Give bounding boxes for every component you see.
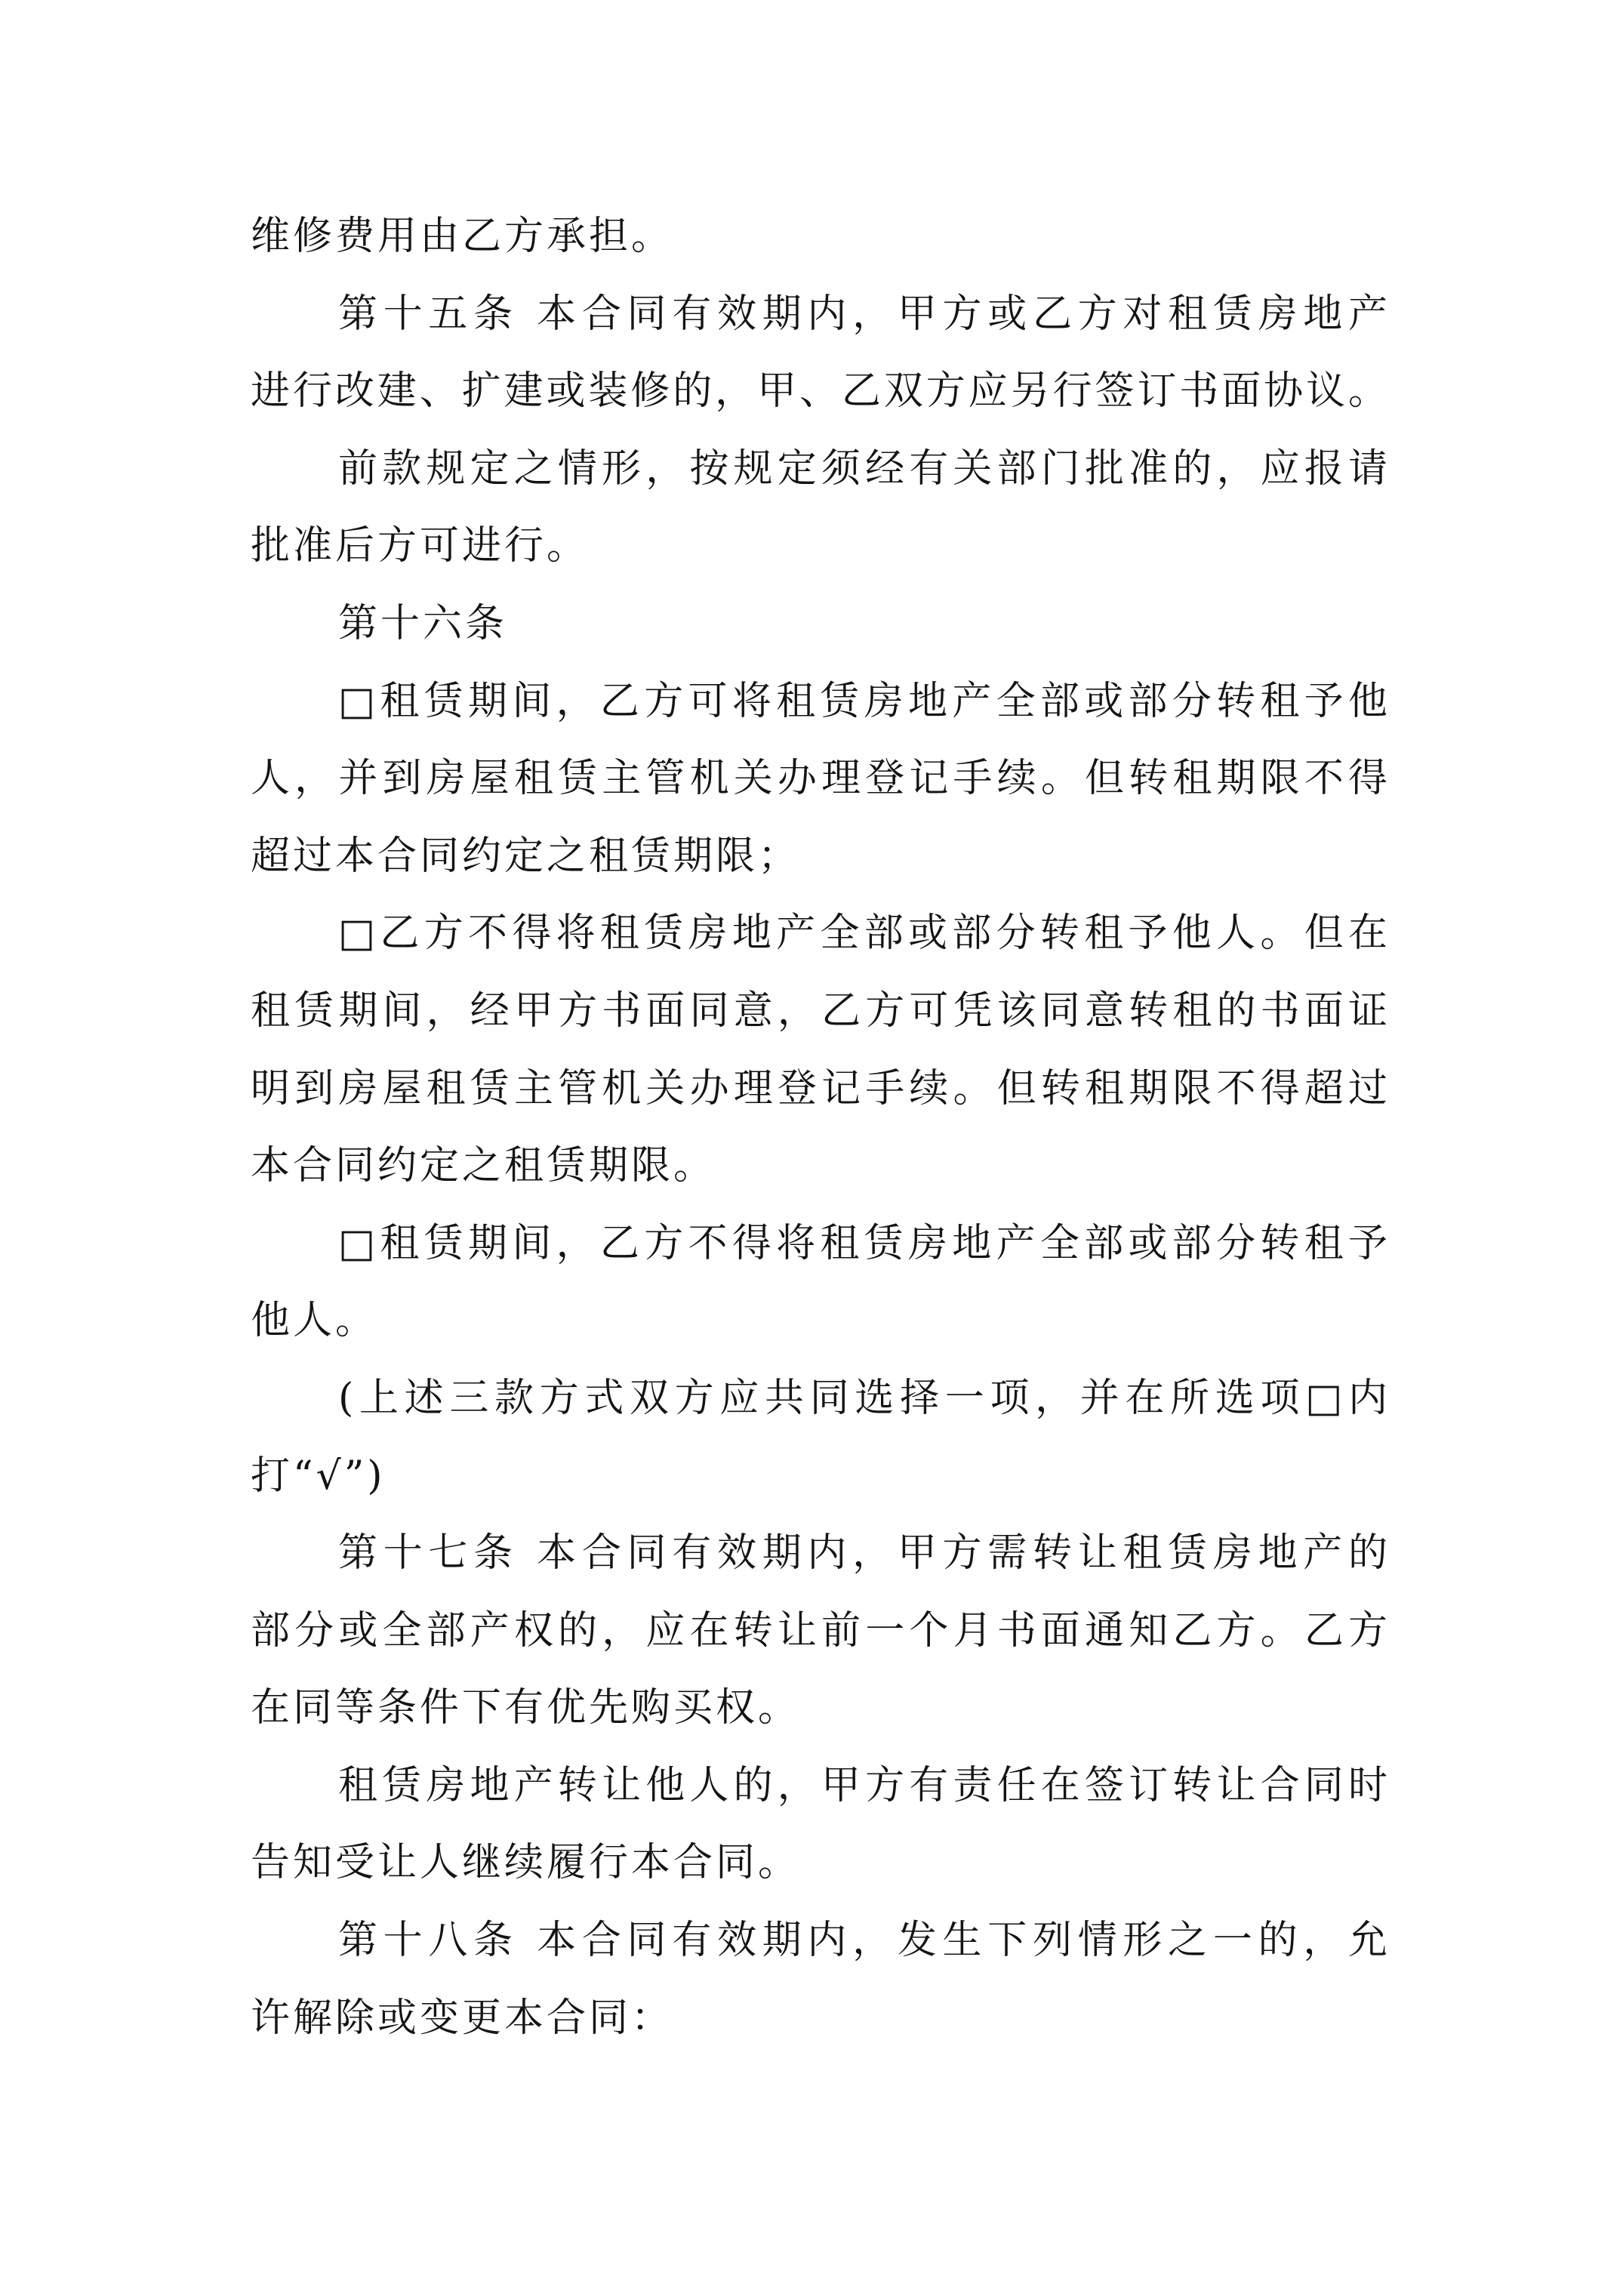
text-line: 人，并到房屋租赁主管机关办理登记手续。但转租期限不得 — [251, 756, 1387, 802]
text-line: 他人。 — [251, 1298, 378, 1344]
text-line: 前款规定之情形，按规定须经有关部门批准的，应报请 — [338, 445, 1387, 492]
paragraph-selection-note — [251, 1360, 1387, 1515]
paragraph — [251, 1747, 1387, 1902]
paragraph-article-16-heading — [251, 585, 1387, 663]
paragraph-option-1 — [251, 663, 1387, 895]
paragraph-option-2 — [251, 895, 1387, 1204]
text-line: (上述三款方式双方应共同选择一项，并在所选项□内 — [338, 1375, 1387, 1421]
text-line: 租赁房地产转让他人的，甲方有责任在签订转让合同时 — [338, 1762, 1387, 1808]
text-line: 超过本合同约定之租赁期限； — [251, 833, 801, 879]
paragraph — [251, 198, 1387, 276]
text-line: 租赁期间，经甲方书面同意，乙方可凭该同意转租的书面证 — [251, 988, 1387, 1034]
text-line: 第十八条 本合同有效期内，发生下列情形之一的，允 — [338, 1918, 1387, 1964]
paragraph-article-15 — [251, 276, 1387, 430]
text-line: 批准后方可进行。 — [251, 523, 590, 569]
text-line: 许解除或变更本合同： — [251, 1995, 674, 2041]
text-line: 第十七条 本合同有效期内，甲方需转让租赁房地产的 — [338, 1530, 1387, 1576]
article-heading: 第十六条 — [338, 600, 508, 646]
text-line: 打“√”) — [251, 1453, 386, 1499]
text-line: 告知受让人继续履行本合同。 — [251, 1840, 801, 1886]
text-line: 本合同约定之租赁期限。 — [251, 1143, 716, 1189]
text-line: 维修费用由乙方承担。 — [251, 214, 674, 259]
text-line: 明到房屋租赁主管机关办理登记手续。但转租期限不得超过 — [251, 1065, 1387, 1111]
document-body — [251, 198, 1387, 2057]
text-line: 进行改建、扩建或装修的，甲、乙双方应另行签订书面协议。 — [251, 368, 1387, 415]
text-line: □租赁期间，乙方可将租赁房地产全部或部分转租予他 — [338, 678, 1387, 724]
paragraph-option-3 — [251, 1205, 1387, 1360]
text-line: 部分或全部产权的，应在转让前一个月书面通知乙方。乙方 — [251, 1607, 1387, 1653]
text-line: 第十五条 本合同有效期内，甲方或乙方对租赁房地产 — [338, 291, 1387, 337]
paragraph-article-17 — [251, 1515, 1387, 1747]
text-line: □乙方不得将租赁房地产全部或部分转租予他人。但在 — [338, 911, 1387, 957]
paragraph — [251, 430, 1387, 585]
text-line: □租赁期间，乙方不得将租赁房地产全部或部分转租予 — [338, 1220, 1387, 1266]
text-line: 在同等条件下有优先购买权。 — [251, 1685, 801, 1731]
paragraph-article-18 — [251, 1902, 1387, 2057]
